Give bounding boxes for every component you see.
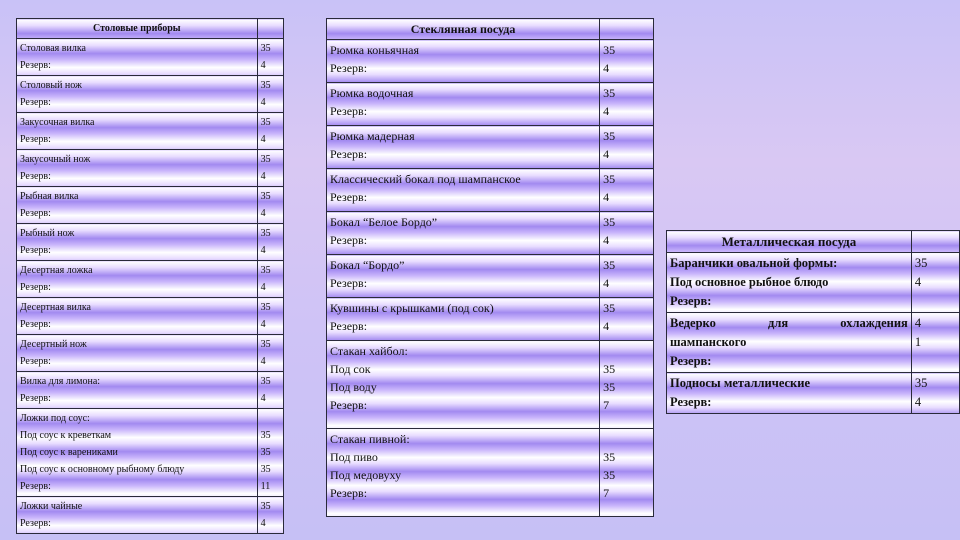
cutlery-tea-qty-cell bbox=[257, 497, 283, 534]
item-line: Резерв: bbox=[20, 481, 51, 492]
metal-bucket-word: охлаждения bbox=[840, 316, 908, 330]
qty-value: 35 bbox=[260, 43, 271, 54]
glassware-row bbox=[327, 169, 654, 212]
cutlery-header-row bbox=[17, 19, 284, 39]
glassware-table bbox=[326, 18, 654, 517]
item-line: Резерв: bbox=[20, 134, 51, 145]
qty-value: 4 bbox=[260, 171, 266, 182]
cutlery-item-cell bbox=[17, 187, 258, 224]
item-name: Десертная вилка bbox=[20, 302, 91, 313]
qty-value: 4 bbox=[260, 208, 266, 219]
item-line: Резерв: bbox=[20, 171, 51, 182]
qty-value: 35 bbox=[603, 258, 616, 272]
metal-row-trays bbox=[667, 373, 960, 414]
metal-title: Металлическая посуда bbox=[667, 231, 912, 253]
cutlery-item-cell bbox=[17, 113, 258, 150]
qty-value: 35 bbox=[603, 172, 616, 186]
item-line: Резерв: bbox=[20, 518, 51, 529]
item-name: Ложки чайные bbox=[20, 501, 83, 512]
item-line: Резерв: bbox=[330, 233, 368, 247]
glassware-highball-qty-cell bbox=[600, 341, 654, 429]
cutlery-item-cell bbox=[17, 39, 258, 76]
qty-value: 35 bbox=[603, 86, 616, 100]
cutlery-item-cell bbox=[17, 335, 258, 372]
glassware-row bbox=[327, 126, 654, 169]
item-name: Бокал “Бордо” bbox=[330, 258, 405, 272]
metal-bucket-word: Ведерко bbox=[670, 316, 716, 330]
qty-value: 35 bbox=[260, 447, 271, 458]
qty-value: 35 bbox=[260, 464, 271, 475]
qty-value: 4 bbox=[914, 316, 922, 330]
glassware-item-cell bbox=[327, 40, 600, 83]
cutlery-title: Столовые приборы bbox=[17, 19, 258, 39]
qty-value: 35 bbox=[260, 191, 271, 202]
item-line: Под медовуху bbox=[330, 468, 402, 482]
cutlery-sauce-item-cell bbox=[17, 409, 258, 497]
cutlery-item-cell bbox=[17, 261, 258, 298]
glassware-row bbox=[327, 298, 654, 341]
item-line: Под соус к варениками bbox=[20, 447, 118, 458]
cutlery-sauce-qty-cell bbox=[257, 409, 283, 497]
qty-value: 35 bbox=[260, 302, 271, 313]
cutlery-row bbox=[17, 224, 284, 261]
metal-ovals-line: Резерв: bbox=[670, 294, 712, 308]
cutlery-row bbox=[17, 150, 284, 187]
qty-value bbox=[261, 410, 280, 427]
item-line: Под воду bbox=[330, 380, 377, 394]
cutlery-item-cell bbox=[17, 150, 258, 187]
cutlery-qty-cell bbox=[257, 335, 283, 372]
cutlery-item-cell bbox=[17, 372, 258, 409]
glassware-highball-item-cell bbox=[327, 341, 600, 429]
qty-value: 4 bbox=[260, 393, 266, 404]
qty-value: 4 bbox=[603, 147, 610, 161]
item-line: Резерв: bbox=[330, 486, 368, 500]
cutlery-row bbox=[17, 113, 284, 150]
glassware-title-qty-cell bbox=[600, 19, 654, 40]
qty-value: 35 bbox=[260, 228, 271, 239]
item-reserve: Резерв: bbox=[670, 395, 712, 409]
qty-value: 35 bbox=[914, 376, 928, 390]
qty-value: 35 bbox=[260, 154, 271, 165]
item-name: Рыбная вилка bbox=[20, 191, 79, 202]
metal-ovals-name bbox=[667, 253, 912, 313]
item-name: Столовый нож bbox=[20, 80, 82, 91]
cutlery-row bbox=[17, 372, 284, 409]
metal-bucket-qty bbox=[911, 313, 959, 373]
glassware-beer-row bbox=[327, 429, 654, 517]
qty-value: 4 bbox=[260, 319, 266, 330]
metal-bucket-line: шампанского bbox=[670, 335, 747, 349]
glassware-header-row bbox=[327, 19, 654, 40]
qty-value: 35 bbox=[603, 380, 616, 394]
glassware-row bbox=[327, 212, 654, 255]
cutlery-qty-cell bbox=[257, 224, 283, 261]
qty-value: 35 bbox=[260, 376, 271, 387]
metal-trays-qty bbox=[911, 373, 959, 414]
cutlery-table bbox=[16, 18, 284, 534]
qty-value: 35 bbox=[260, 80, 271, 91]
item-line: Резерв: bbox=[20, 356, 51, 367]
item-line: Резерв: bbox=[20, 208, 51, 219]
qty-value: 4 bbox=[603, 190, 610, 204]
qty-value: 4 bbox=[603, 104, 610, 118]
item-line: Резерв: bbox=[330, 147, 368, 161]
qty-value: 4 bbox=[260, 245, 266, 256]
glassware-row bbox=[327, 40, 654, 83]
qty-value: 1 bbox=[914, 335, 922, 349]
qty-value: 35 bbox=[603, 468, 616, 482]
glassware-row bbox=[327, 83, 654, 126]
cutlery-item-cell bbox=[17, 298, 258, 335]
item-line: Под соус к основному рыбному блюду bbox=[20, 464, 185, 475]
qty-value: 4 bbox=[260, 97, 266, 108]
metal-row-bucket bbox=[667, 313, 960, 373]
item-name: Стакан пивной: bbox=[330, 432, 410, 446]
qty-value bbox=[603, 342, 650, 360]
item-name: Рыбный нож bbox=[20, 228, 75, 239]
item-name: Стакан хайбол: bbox=[330, 344, 408, 358]
item-name: Десертная ложка bbox=[20, 265, 93, 276]
item-line: Резерв: bbox=[330, 276, 368, 290]
qty-value: 35 bbox=[260, 430, 271, 441]
glassware-title: Стеклянная посуда bbox=[327, 19, 600, 40]
cutlery-qty-cell bbox=[257, 76, 283, 113]
cutlery-item-cell bbox=[17, 76, 258, 113]
item-name: Ложки под соус: bbox=[20, 413, 90, 424]
glassware-qty-cell bbox=[600, 40, 654, 83]
qty-value: 35 bbox=[260, 339, 271, 350]
metal-row-ovals bbox=[667, 253, 960, 313]
cutlery-row bbox=[17, 298, 284, 335]
glassware-row bbox=[327, 255, 654, 298]
qty-value: 35 bbox=[260, 265, 271, 276]
item-name: Подносы металлические bbox=[670, 376, 811, 390]
metal-title-qty-cell bbox=[911, 231, 959, 253]
qty-value: 35 bbox=[603, 450, 616, 464]
glassware-qty-cell bbox=[600, 169, 654, 212]
item-line: Под сок bbox=[330, 362, 371, 376]
metal-trays-name bbox=[667, 373, 912, 414]
qty-value: 4 bbox=[603, 233, 610, 247]
metal-table bbox=[666, 230, 960, 414]
glassware-qty-cell bbox=[600, 126, 654, 169]
cutlery-row bbox=[17, 39, 284, 76]
metal-header-row bbox=[667, 231, 960, 253]
qty-value: 35 bbox=[260, 501, 271, 512]
qty-value: 4 bbox=[260, 282, 266, 293]
cutlery-sauce-row bbox=[17, 409, 284, 497]
cutlery-qty-cell bbox=[257, 298, 283, 335]
glassware-beer-item-cell bbox=[327, 429, 600, 517]
metal-bucket-line: Резерв: bbox=[670, 354, 712, 368]
qty-value: 4 bbox=[603, 276, 610, 290]
item-line: Резерв: bbox=[20, 60, 51, 71]
metal-bucket-first-line bbox=[670, 314, 908, 333]
item-line: Резерв: bbox=[330, 190, 368, 204]
item-line: Резерв: bbox=[330, 319, 368, 333]
glassware-item-cell bbox=[327, 83, 600, 126]
cutlery-qty-cell bbox=[257, 113, 283, 150]
qty-value: 4 bbox=[260, 134, 266, 145]
cutlery-qty-cell bbox=[257, 261, 283, 298]
item-line: Резерв: bbox=[20, 282, 51, 293]
qty-value: 4 bbox=[260, 518, 266, 529]
metal-ovals-line: Баранчики овальной формы: bbox=[670, 256, 838, 270]
cutlery-tea-row bbox=[17, 497, 284, 534]
item-line: Под соус к креветкам bbox=[20, 430, 112, 441]
glassware-qty-cell bbox=[600, 212, 654, 255]
glassware-item-cell bbox=[327, 169, 600, 212]
qty-value: 4 bbox=[603, 61, 610, 75]
glassware-beer-qty-cell bbox=[600, 429, 654, 517]
item-name: Десертный нож bbox=[20, 339, 87, 350]
qty-value bbox=[603, 430, 650, 448]
glassware-item-cell bbox=[327, 255, 600, 298]
item-name: Рюмка водочная bbox=[330, 86, 414, 100]
item-line: Резерв: bbox=[330, 104, 368, 118]
item-line: Под пиво bbox=[330, 450, 378, 464]
qty-value: 4 bbox=[260, 60, 266, 71]
item-line: Резерв: bbox=[330, 61, 368, 75]
cutlery-row bbox=[17, 261, 284, 298]
qty-value: 35 bbox=[603, 129, 616, 143]
item-line: Резерв: bbox=[330, 398, 368, 412]
item-name: Рюмка коньячная bbox=[330, 43, 419, 57]
qty-value: 35 bbox=[603, 43, 616, 57]
item-line: Резерв: bbox=[20, 319, 51, 330]
glassware-qty-cell bbox=[600, 298, 654, 341]
glassware-highball-row bbox=[327, 341, 654, 429]
qty-value: 35 bbox=[603, 362, 616, 376]
qty-value: 35 bbox=[603, 301, 616, 315]
cutlery-qty-cell bbox=[257, 187, 283, 224]
metal-ovals-line: Под основное рыбное блюдо bbox=[670, 275, 829, 289]
qty-value: 7 bbox=[603, 398, 610, 412]
cutlery-title-qty-cell bbox=[257, 19, 283, 39]
item-line: Резерв: bbox=[20, 97, 51, 108]
metal-bucket-name bbox=[667, 313, 912, 373]
item-name: Закусочная вилка bbox=[20, 117, 95, 128]
cutlery-qty-cell bbox=[257, 39, 283, 76]
cutlery-row bbox=[17, 76, 284, 113]
cutlery-item-cell bbox=[17, 224, 258, 261]
cutlery-qty-cell bbox=[257, 372, 283, 409]
glassware-item-cell bbox=[327, 212, 600, 255]
qty-value: 4 bbox=[260, 356, 266, 367]
glassware-qty-cell bbox=[600, 83, 654, 126]
item-name: Кувшины с крышками (под сок) bbox=[330, 301, 494, 315]
qty-value: 4 bbox=[914, 275, 922, 289]
qty-value: 35 bbox=[260, 117, 271, 128]
item-name: Закусочный нож bbox=[20, 154, 91, 165]
item-name: Рюмка мадерная bbox=[330, 129, 415, 143]
cutlery-tea-item-cell bbox=[17, 497, 258, 534]
cutlery-row bbox=[17, 187, 284, 224]
metal-ovals-qty bbox=[911, 253, 959, 313]
qty-value: 4 bbox=[914, 395, 922, 409]
glassware-qty-cell bbox=[600, 255, 654, 298]
qty-value: 7 bbox=[603, 486, 610, 500]
item-name: Вилка для лимона: bbox=[20, 376, 101, 387]
metal-bucket-word: для bbox=[768, 316, 789, 330]
qty-value: 35 bbox=[603, 215, 616, 229]
item-line: Резерв: bbox=[20, 393, 51, 404]
cutlery-row bbox=[17, 335, 284, 372]
qty-value: 11 bbox=[260, 481, 271, 492]
qty-value: 35 bbox=[914, 256, 928, 270]
item-name: Столовая вилка bbox=[20, 43, 86, 54]
item-line: Резерв: bbox=[20, 245, 51, 256]
item-name: Бокал “Белое Бордо” bbox=[330, 215, 438, 229]
cutlery-qty-cell bbox=[257, 150, 283, 187]
glassware-item-cell bbox=[327, 126, 600, 169]
item-name: Классический бокал под шампанское bbox=[330, 172, 521, 186]
glassware-item-cell bbox=[327, 298, 600, 341]
qty-value: 4 bbox=[603, 319, 610, 333]
